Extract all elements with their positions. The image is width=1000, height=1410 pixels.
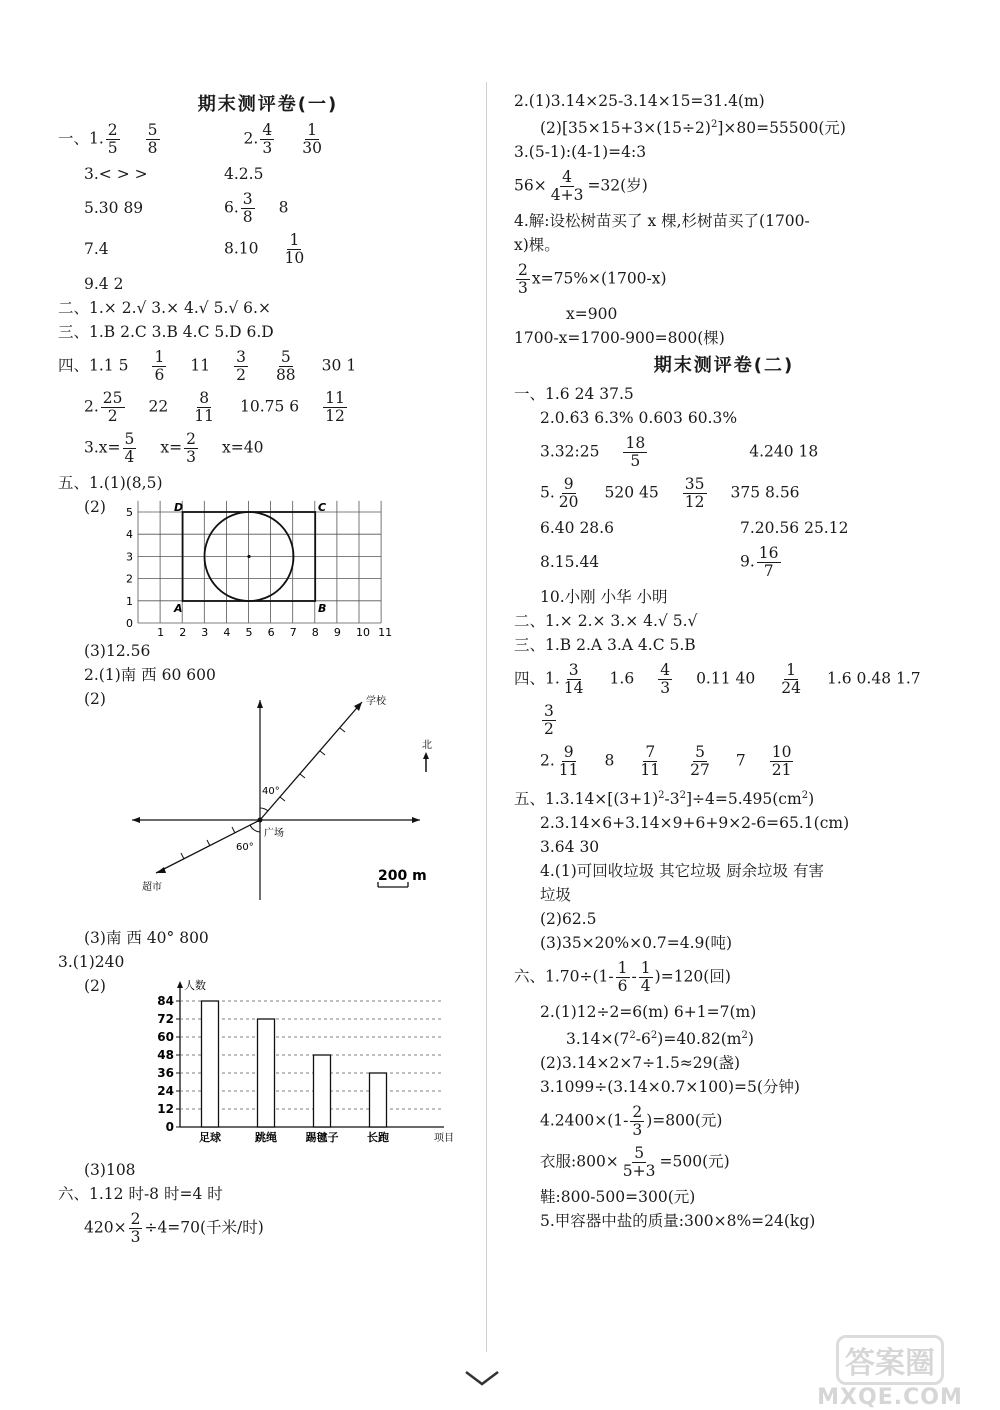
- grid-x-tick: 4: [223, 626, 231, 638]
- chart-bar: [370, 1073, 387, 1127]
- point-b-label: B: [318, 602, 327, 615]
- chart-category-label: 长跑: [367, 1131, 389, 1144]
- chart-y-label: 人数: [184, 979, 206, 992]
- exam1-s5-line3: (3)12.56: [84, 642, 151, 660]
- watermark-url: MXQE.COM: [817, 1385, 963, 1410]
- exam2-s6-line1: 六、1.70÷(1- $\frac{1}{6}$ - $\frac{1}{4}$ )=120(回): [514, 959, 731, 996]
- exam2-s5-line2: 2.3.14×6+3.14×9+6+9×2-6=65.1(cm): [540, 814, 850, 833]
- right-line3: 3.(5-1):(4-1)=4:3: [514, 143, 647, 162]
- east-arrow: [412, 817, 420, 823]
- point-c-label: C: [318, 501, 327, 514]
- grid-x-tick: 11: [378, 626, 393, 638]
- market-arrow: [156, 867, 166, 873]
- exam2-s5-line1: 五、$1.3.14\times[(3+1)^2-3^2]\div 4=5.495(cm^2)$: [514, 790, 815, 809]
- grid-y-tick: 0: [126, 617, 133, 630]
- exam2-s6-line5: 3.1099÷(3.14×0.7×100)=5(分钟): [540, 1078, 800, 1097]
- grid-y-tick: 1: [126, 594, 133, 608]
- exam1-title: 期末测评卷(一): [197, 94, 339, 115]
- exam2-s6-line4: (2)3.14×2×7÷1.5≈29(盏): [540, 1054, 741, 1073]
- exam2-s1-line8: 8.15.44 9. $\frac{16}{7}$: [540, 544, 779, 581]
- chart-category-label: 足球: [199, 1131, 221, 1144]
- watermark-title: 答案圈: [836, 1335, 944, 1385]
- circle-center: [247, 555, 250, 558]
- chart-y-tick-label: 36: [157, 1066, 174, 1080]
- route-to-school: [260, 702, 362, 820]
- exam2-s5-line6: (2)62.5: [540, 910, 597, 929]
- exam1-s6-line1: 六、1.12 时-8 时=4 时: [58, 1185, 223, 1203]
- grid-y-tick: 4: [126, 528, 133, 542]
- right-line8: x=900: [566, 305, 618, 324]
- grid-x-tick: 2: [179, 626, 187, 638]
- plaza-label: 广场: [264, 828, 284, 839]
- grid-x-tick: 10: [356, 626, 370, 638]
- right-column: [514, 88, 934, 1234]
- point-a-label: A: [174, 602, 183, 615]
- bar-chart: [84, 977, 464, 1157]
- exam1-s1-line5: 5.30 89 6. $\frac{3}{8}$ 8: [84, 190, 289, 226]
- grid-x-tick: 1: [157, 626, 165, 638]
- exam2-s6-line9: 5.甲容器中盐的质量:300×8%=24(kg): [540, 1212, 816, 1231]
- plaza-point: [258, 818, 263, 823]
- angle-arc-60: [250, 825, 260, 832]
- exam2-s3: 三、1.B 2.A 3.A 4.C 5.B: [514, 636, 696, 655]
- chart-y-tick-label: 84: [157, 994, 174, 1008]
- north-label: 北: [422, 740, 432, 751]
- exam2-s5-line4: 4.(1)可回收垃圾 其它垃圾 厨余垃圾 有害: [540, 862, 825, 881]
- market-label: 超市: [142, 882, 162, 893]
- grid-y-tick: 5: [126, 506, 133, 519]
- exam2-s1-line6: 6.40 28.6 7.20.56 25.12: [540, 519, 849, 538]
- chart-category-label: 跳绳: [255, 1131, 277, 1144]
- school-label: 学校: [366, 696, 386, 707]
- exam2-s1-line1: 一、1.6 24 37.5: [514, 385, 634, 404]
- exam1-s5-line4: 2.(1)南 西 60 600: [84, 666, 216, 684]
- exam2-s5-line3: 3.64 30: [540, 838, 600, 857]
- left-column: 期末测评卷(一) 一、1. $\frac{2}{5}$ $\frac{5}{8}$ 2. $\frac{4}{3}$ $\frac{1}{30}$ 3.< > > 4.2.5 5.30 89 6. $\frac{3}{8}$ 8 7.4 8.10 $\frac{1}{10}$ 9.4 2 二、1.× 2.√ 3.× 4.√ 5.√ 6.× 三、1.B 2.C 3.B 4.C 5.D 6.D 四、1.1 5 $\frac{1}{6}$ 11 $\frac{3}{2}$ $\frac{5}{88}$ 30 1 2. $\frac{25}{2}$ 22 $\frac{8}{11}$ 10.75 6 $\frac{11}{12}$ 3.x= $\frac{5}{4}$ x= $\frac{2}{3}$ x=40 五、1.(1)(8,5) (2) D C A B 0 1 2 3 4 5 1 2 3 4 5 6 7 8 9 10 11 (3)12.56 2.(1)南 西 60 600 (2) 学校 北 广场 超市 40° 60° 200 m (3)南 西 40° 800 3.(1)240 (2) 0 12 24 36 48 60 72 84 人数 项目 足球 跳绳 踢毽子 长跑 (3)108 六、1.12 时-8 时=4 时 420× $\frac{2}{3}$ ÷4=70(千米/时): [58, 88, 478, 1252]
- chart-y-tick-label: 60: [157, 1030, 174, 1044]
- exam2-title: 期末测评卷(二): [653, 355, 795, 377]
- grid-x-tick: 5: [245, 626, 253, 638]
- exam2-s1-line10: 10.小刚 小华 小明: [540, 588, 668, 607]
- exam2-s1-line5: 5. $\frac{9}{20}$ 520 45 $\frac{35}{12}$ 375 8.56: [540, 475, 800, 512]
- chart-x-label: 项目: [434, 1133, 454, 1144]
- chart-y-tick-label: 24: [157, 1084, 174, 1098]
- exam1-s1-line1: 一、1. $\frac{2}{5}$ $\frac{5}{8}$ 2. $\frac{4}{3}$ $\frac{1}{30}$: [58, 121, 322, 157]
- chart-y-tick-label: 12: [157, 1102, 174, 1116]
- exam2-s5-line5: 垃圾: [540, 886, 572, 905]
- exam2-s4-line1: 四、1. $\frac{3}{14}$ 1.6 $\frac{4}{3}$ 0.11 40 $\frac{1}{24}$ 1.6 0.48 1.7: [514, 661, 921, 698]
- exam2-s6-line3: $3.14\times(7^2-6^2)=40.82(m^2)$: [566, 1030, 754, 1049]
- angle-60-label: 60°: [236, 842, 254, 853]
- chart-y-tick-label: 0: [165, 1120, 174, 1134]
- exam1-s1-line3: 3.< > > 4.2.5: [84, 165, 264, 183]
- exam2-s6-line7: 衣服:800× $\frac{5}{5+3}$ =500(元): [540, 1144, 730, 1181]
- exam1-s4-line2: 2. $\frac{25}{2}$ 22 $\frac{8}{11}$ 10.75 6 $\frac{11}{12}$: [84, 389, 345, 425]
- exam2-s6-line8: 鞋:800-500=300(元): [540, 1188, 696, 1207]
- grid-x-tick: 9: [333, 626, 341, 638]
- exam2-s6-line2: 2.(1)12÷2=6(m) 6+1=7(m): [540, 1003, 757, 1022]
- grid-y-tick: 3: [126, 550, 133, 564]
- exam1-s4-line1: 四、1.1 5 $\frac{1}{6}$ 11 $\frac{3}{2}$ $\frac{5}{88}$ 30 1: [58, 348, 357, 384]
- grid-x-tick: 3: [201, 626, 209, 638]
- exam1-s5-line6: (3)南 西 40° 800: [84, 929, 209, 947]
- right-line5: 4.解:设松树苗买了 x 棵,杉树苗买了(1700-: [514, 212, 810, 231]
- angle-arc-40: [260, 808, 268, 811]
- exam1-s1-line9: 9.4 2: [84, 275, 124, 293]
- exam2-s5-line7: (3)35×20%×0.7=4.9(吨): [540, 934, 732, 953]
- exam2-s1-line3: 3.32:25 $\frac{18}{5}$ 4.240 18: [540, 434, 819, 471]
- exam1-s5-line7: 3.(1)240: [58, 953, 125, 971]
- right-line1: 2.(1)3.14×25-3.14×15=31.4(m): [514, 92, 765, 110]
- chart-y-tick-label: 48: [157, 1048, 174, 1062]
- exam1-s1-line7: 7.4 8.10 $\frac{1}{10}$: [84, 231, 305, 267]
- exam2-s4-line2: $\frac{3}{2}$: [544, 702, 554, 739]
- right-line4: 56× $\frac{4}{4+3}$ =32(岁): [514, 168, 648, 205]
- west-arrow: [132, 817, 140, 823]
- chart-bar: [202, 1001, 219, 1127]
- right-line6: x)棵。: [514, 236, 560, 255]
- exam2-s1-line2: 2.0.6̇3̇ 6.3% 0.603 60.3%: [540, 409, 738, 428]
- exam2-s6-line6: 4.2400×(1- $\frac{2}{3}$ )=800(元): [540, 1103, 723, 1140]
- column-divider: [486, 82, 487, 1352]
- exam1-s3: 三、1.B 2.C 3.B 4.C 5.D 6.D: [58, 323, 274, 341]
- angle-40-label: 40°: [262, 786, 280, 797]
- coordinate-grid: [118, 498, 478, 638]
- right-line2: $(2)[35\times 15+3\times(15\div 2)^2]\times 80=55500$(元): [540, 119, 846, 138]
- grid-x-tick: 7: [289, 626, 297, 638]
- chart-y-tick-label: 72: [157, 1012, 174, 1026]
- scale-label: 200 m: [378, 868, 427, 884]
- right-line9: 1700-x=1700-900=800(棵): [514, 329, 725, 348]
- exam1-s4-line3: 3.x= $\frac{5}{4}$ x= $\frac{2}{3}$ x=40: [84, 430, 264, 466]
- direction-diagram: [70, 690, 450, 925]
- grid-x-tick: 8: [311, 626, 319, 638]
- chart-category-label: 踢毽子: [305, 1131, 339, 1144]
- exam2-s2: 二、1.× 2.× 3.× 4.√ 5.√: [514, 612, 698, 631]
- grid-x-tick: 6: [267, 626, 275, 638]
- north-axis-arrow: [257, 700, 263, 708]
- chart-bar: [314, 1055, 331, 1127]
- chart-bar: [258, 1019, 275, 1127]
- right-line7: $\frac{2}{3}$ x=75%×(1700-x): [518, 261, 667, 298]
- exam2-s4-line3: 2. $\frac{9}{11}$ 8 $\frac{7}{11}$ $\frac{5}{27}$ 7 $\frac{10}{21}$: [540, 743, 792, 780]
- watermark-logo: [790, 1335, 990, 1410]
- exam1-s5-line1: 五、1.(1)(8,5): [58, 474, 163, 492]
- exam1-s6-line2: 420× $\frac{2}{3}$ ÷4=70(千米/时): [84, 1210, 264, 1246]
- point-d-label: D: [174, 501, 184, 514]
- y-axis-arrow: [177, 981, 183, 988]
- chevron-down-icon[interactable]: [462, 1368, 502, 1388]
- exam1-s2: 二、1.× 2.√ 3.× 4.√ 5.√ 6.×: [58, 299, 271, 317]
- grid-y-tick: 2: [126, 572, 133, 586]
- north-arrow-icon: [423, 752, 429, 759]
- exam1-s5-tail: (3)108: [84, 1161, 136, 1179]
